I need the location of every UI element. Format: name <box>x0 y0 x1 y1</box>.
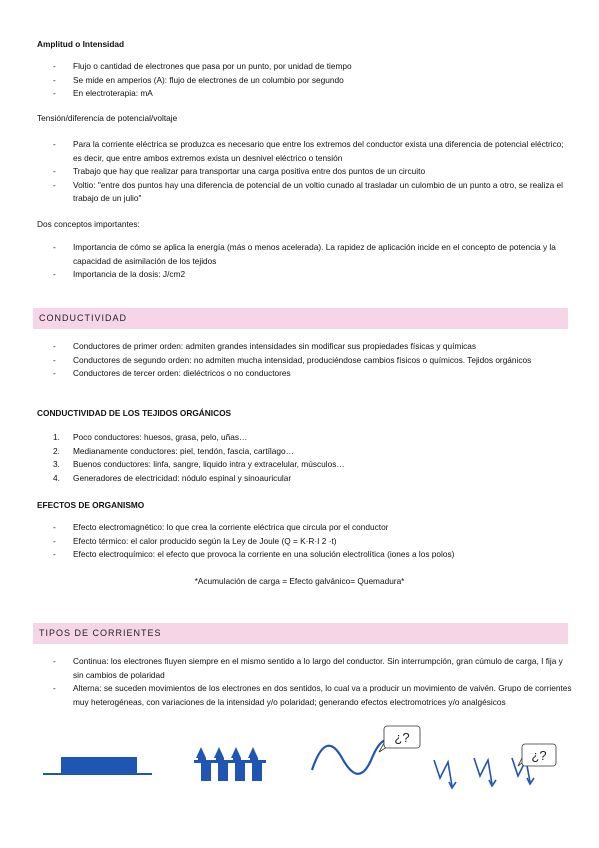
speech-bubble-2 <box>518 744 556 766</box>
pulse-spike <box>248 747 258 758</box>
pulse-band <box>194 760 266 763</box>
note-acumulacion: *Acumulación de carga = Efecto galvánico= Quemadura* <box>194 576 405 586</box>
heading-tejidos: CONDUCTIVIDAD DE LOS TEJIDOS ORGÁNICOS <box>37 408 232 418</box>
alternating-sine-figure <box>312 726 420 774</box>
list-item: - Flujo o cantidad de electrones que pasa por un punto, por unidad de tiempo <box>53 60 573 74</box>
bubble-text: ¿? <box>394 730 410 745</box>
list-item: - Para la corriente eléctrica se produzca es necesario que entre los extremos del conductor exista una diferencia de potencial eléctrico; es decir, que entre ambos extremos exista un desnivel eléctrico o tensión <box>53 138 573 165</box>
pulse-cap <box>216 758 224 760</box>
list-item: - Conductores de tercer orden: dieléctricos o no conductores <box>53 367 573 381</box>
list-item: - Voltio: "entre dos puntos hay una diferencia de potencial de un voltio cunado al trasladar un culombio de un punto a otro, se realiza el trabajo de un julio" <box>53 179 573 206</box>
list-item: - Continua: los electrones fluyen siempre en el mismo sentido a lo largo del conductor. Sin interrumpción, gran cúmulo de carga, I fija y sin cambios de polaridad <box>53 655 573 682</box>
heading-tension: Tensión/diferencia de potencial/voltaje <box>37 113 178 123</box>
continuous-current-figure <box>43 757 152 774</box>
list-item: 1. Poco conductores: huesos, grasa, pelo, uñas… <box>53 432 248 442</box>
list-item: - En electroterapia: mA <box>53 87 573 101</box>
heading-conceptos: Dos conceptos importantes: <box>37 219 140 229</box>
list-item: - Importancia de cómo se aplica la energía (más o menos acelerada). La rapidez de aplicación incide en el concepto de potencia y la capacidad de asimilación de los tejidos <box>53 241 573 268</box>
section-conductividad: CONDUCTIVIDAD <box>33 308 568 329</box>
continuous-block <box>61 757 137 774</box>
list-item: - Conductores de primer orden: admiten grandes intensidades sin modificar sus propiedades físicas y químicas <box>53 340 573 354</box>
list-item: - Efecto electroquímico: el efecto que provoca la corriente en una solución electrolítica (iones a los polos) <box>53 548 573 562</box>
list-item: - Conductores de segundo orden: no admiten mucha intensidad, produciéndose cambios físicos o químicos. Tejidos orgánicos <box>53 354 573 368</box>
list-item: 3. Buenos conductores: linfa, sangre, liquido intra y extracelular, músculos… <box>53 459 345 470</box>
list-item: - Alterna: se suceden movimientos de los electrones en dos sentidos, lo cual va a producir un movimiento de vaivén. Grupo de corrientes muy heterogéneas, con variaciones de la intensidad y/o polaridad; generando efectos electromotrices y/o analgésicos <box>53 682 573 709</box>
pulse-bar <box>201 763 211 781</box>
list-item: - Efecto electromagnético: lo que crea la corriente eléctrica que circula por el conductor <box>53 521 573 535</box>
pulse-bar <box>252 763 262 781</box>
heading-amplitud: Amplitud o Intensidad <box>37 39 125 49</box>
section-tipos: TIPOS DE CORRIENTES <box>33 623 568 644</box>
pulse-cap <box>198 758 206 760</box>
list-item: - Efecto térmico: el calor producido según la Ley de Joule (Q = K·R·I 2 ·t) <box>53 535 573 549</box>
pulse-spike <box>231 747 241 758</box>
pulse-cap <box>250 758 258 760</box>
bubble-text: ¿? <box>531 748 547 763</box>
alternating-zigzag-figure <box>434 758 534 788</box>
list-item: 4. Generadores de electricidad: nódulo espinal y sinoauricular <box>53 472 292 483</box>
list-item: 2. Medianamente conductores: piel, tendón, fascia, cartílago… <box>53 445 294 456</box>
heading-efectos: EFECTOS DE ORGANISMO <box>37 500 145 510</box>
pulse-cap <box>233 758 241 760</box>
list-item: - Importancia de la dosis: J/cm2 <box>53 268 573 282</box>
pulse-spike <box>196 747 206 758</box>
pulsed-current-figure <box>194 747 266 781</box>
list-item: - Se mide en amperios (A): flujo de electrones de un columbio por segundo <box>53 74 573 88</box>
pulse-bar <box>218 763 228 781</box>
pulse-bar <box>235 763 245 781</box>
pulse-spike <box>214 747 224 758</box>
list-item: - Trabajo que hay que realizar para transportar una carga positiva entre dos puntos de un circuito <box>53 165 573 179</box>
